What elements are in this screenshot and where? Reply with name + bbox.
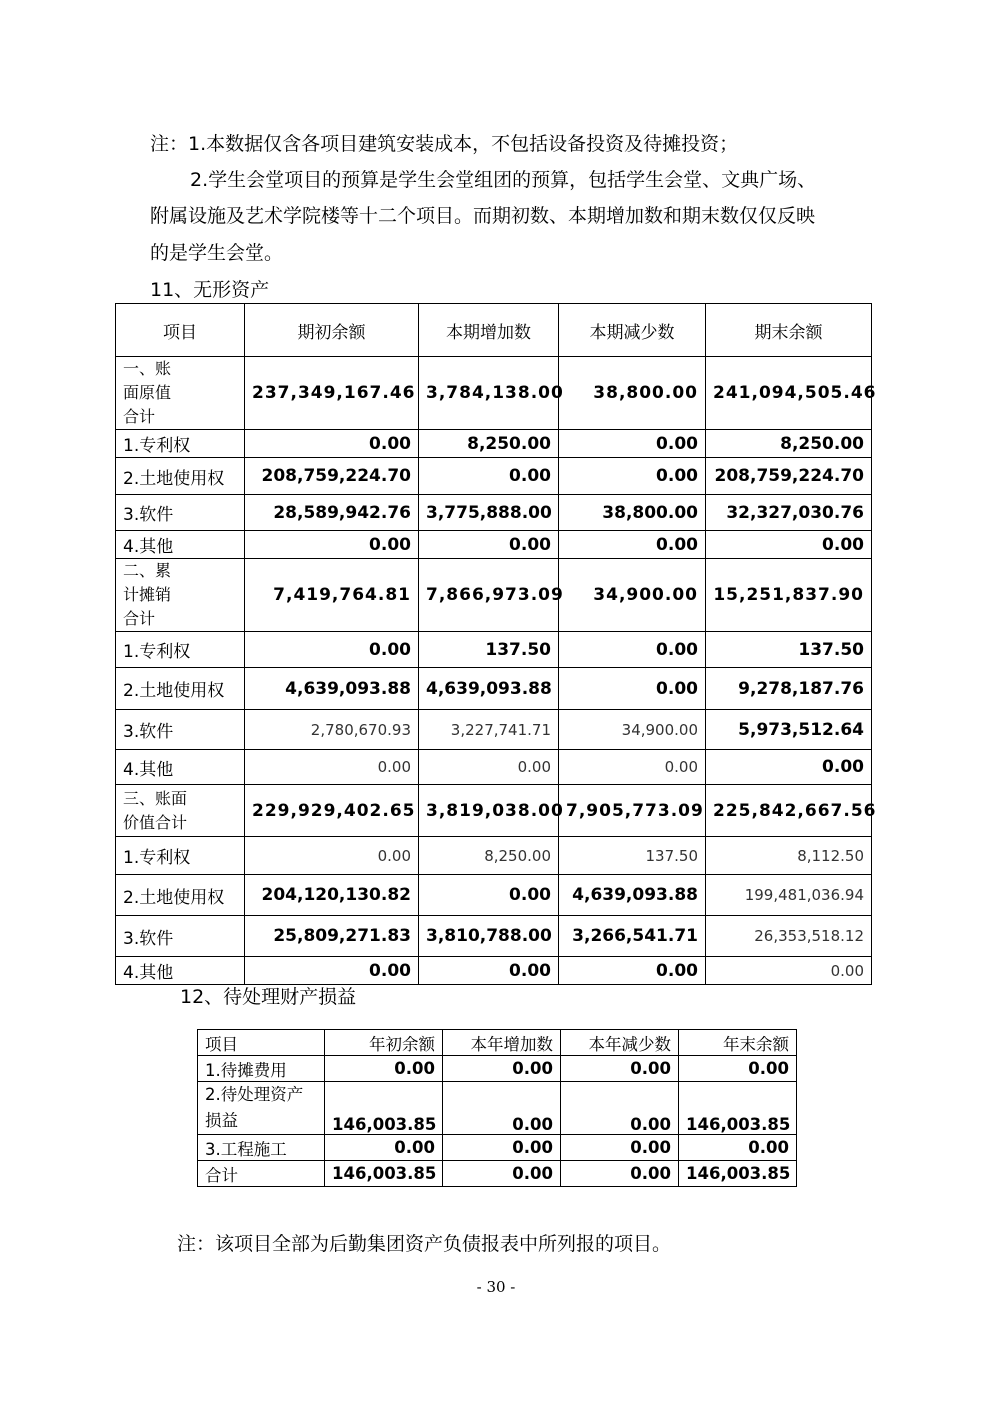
- value-cell: 15,251,837.90: [706, 559, 872, 632]
- row-label: 1.专利权: [116, 632, 245, 668]
- value-cell: 4,639,093.88: [419, 668, 559, 710]
- section-12-title: 12、待处理财产损益: [180, 986, 357, 1008]
- row-label: 4.其他: [116, 750, 245, 785]
- value-cell: 0.00: [419, 531, 559, 559]
- value-cell: 0.00: [561, 1135, 679, 1161]
- table-header-row: [198, 1030, 797, 1056]
- value-cell: 3,227,741.71: [419, 710, 559, 750]
- value-cell: 8,250.00: [706, 430, 872, 458]
- value-cell: 0.00: [245, 632, 419, 668]
- table-header-row: [116, 304, 872, 357]
- row-label: 1.待摊费用: [198, 1056, 325, 1082]
- value-cell: 146,003.85: [679, 1161, 797, 1187]
- table-row: [116, 785, 872, 837]
- value-cell: 0.00: [679, 1056, 797, 1082]
- value-cell: 0.00: [559, 458, 706, 495]
- column-header: 项目: [198, 1030, 325, 1056]
- value-cell: 8,250.00: [419, 430, 559, 458]
- value-cell: 237,349,167.46: [245, 357, 419, 430]
- value-cell: 0.00: [325, 1135, 443, 1161]
- table-row: [116, 357, 872, 430]
- table-row: [116, 837, 872, 875]
- value-cell: 25,809,271.83: [245, 916, 419, 957]
- value-cell: 0.00: [559, 668, 706, 710]
- value-cell: 5,973,512.64: [706, 710, 872, 750]
- row-label: 3.软件: [116, 710, 245, 750]
- column-header: 年末余额: [679, 1030, 797, 1056]
- value-cell: 0.00: [443, 1056, 561, 1082]
- value-cell: 7,419,764.81: [245, 559, 419, 632]
- value-cell: 2,780,670.93: [245, 710, 419, 750]
- table-row: [116, 668, 872, 710]
- column-header: 期初余额: [245, 304, 419, 357]
- table-row: [198, 1056, 797, 1082]
- value-cell: 137.50: [419, 632, 559, 668]
- value-cell: 0.00: [559, 430, 706, 458]
- section-11-title: 11、无形资产: [150, 279, 270, 301]
- table-row: [116, 710, 872, 750]
- value-cell: 0.00: [245, 957, 419, 985]
- value-cell: 0.00: [443, 1135, 561, 1161]
- value-cell: 34,900.00: [559, 710, 706, 750]
- row-label: 1.专利权: [116, 837, 245, 875]
- value-cell: 199,481,036.94: [706, 875, 872, 916]
- value-cell: 7,866,973.09: [419, 559, 559, 632]
- value-cell: 3,266,541.71: [559, 916, 706, 957]
- table-row: [116, 875, 872, 916]
- column-header: 项目: [116, 304, 245, 357]
- row-label: 2.土地使用权: [116, 458, 245, 495]
- table-row: [116, 750, 872, 785]
- column-header: 本期减少数: [559, 304, 706, 357]
- column-header: 本年减少数: [561, 1030, 679, 1056]
- value-cell: 0.00: [706, 750, 872, 785]
- value-cell: 28,589,942.76: [245, 495, 419, 531]
- row-label: 二、累计摊销合计: [116, 559, 245, 632]
- row-label: 三、账面价值合计: [116, 785, 245, 837]
- value-cell: 146,003.85: [325, 1161, 443, 1187]
- value-cell: 0.00: [419, 875, 559, 916]
- column-header: 本期增加数: [419, 304, 559, 357]
- value-cell: 8,112.50: [706, 837, 872, 875]
- value-cell: 225,842,667.56: [706, 785, 872, 837]
- value-cell: 7,905,773.09: [559, 785, 706, 837]
- value-cell: 3,819,038.00: [419, 785, 559, 837]
- value-cell: 137.50: [706, 632, 872, 668]
- row-label: 一、账面原值合计: [116, 357, 245, 430]
- note-line-4: 的是学生会堂。: [150, 242, 284, 264]
- table-row: [116, 632, 872, 668]
- value-cell: 146,003.85: [679, 1082, 797, 1135]
- value-cell: 0.00: [245, 837, 419, 875]
- value-cell: 0.00: [419, 957, 559, 985]
- value-cell: 0.00: [706, 957, 872, 985]
- value-cell: 0.00: [561, 1056, 679, 1082]
- value-cell: 137.50: [559, 837, 706, 875]
- value-cell: 229,929,402.65: [245, 785, 419, 837]
- table-row: [116, 916, 872, 957]
- row-label: 2.土地使用权: [116, 875, 245, 916]
- note-line-2: 2.学生会堂项目的预算是学生会堂组团的预算，包括学生会堂、文典广场、: [190, 169, 817, 191]
- value-cell: 9,278,187.76: [706, 668, 872, 710]
- value-cell: 208,759,224.70: [245, 458, 419, 495]
- value-cell: 4,639,093.88: [245, 668, 419, 710]
- note-line-3: 附属设施及艺术学院楼等十二个项目。而期初数、本期增加数和期末数仅仅反映: [150, 205, 816, 227]
- value-cell: 38,800.00: [559, 357, 706, 430]
- table-row: [198, 1082, 797, 1135]
- value-cell: 34,900.00: [559, 559, 706, 632]
- row-label: 3.软件: [116, 916, 245, 957]
- value-cell: 0.00: [419, 750, 559, 785]
- value-cell: 0.00: [706, 531, 872, 559]
- intangible-assets-table: [115, 303, 877, 985]
- row-label: 1.专利权: [116, 430, 245, 458]
- table-row: [116, 957, 872, 985]
- value-cell: 146,003.85: [325, 1082, 443, 1135]
- value-cell: 38,800.00: [559, 495, 706, 531]
- value-cell: 0.00: [245, 750, 419, 785]
- row-label: 3.软件: [116, 495, 245, 531]
- value-cell: 0.00: [559, 531, 706, 559]
- value-cell: 0.00: [559, 632, 706, 668]
- row-label: 4.其他: [116, 957, 245, 985]
- table-row: [116, 559, 872, 632]
- value-cell: 3,775,888.00: [419, 495, 559, 531]
- value-cell: 0.00: [559, 750, 706, 785]
- value-cell: 0.00: [325, 1056, 443, 1082]
- value-cell: 0.00: [561, 1161, 679, 1187]
- table-row: [198, 1161, 797, 1187]
- value-cell: 0.00: [443, 1082, 561, 1135]
- bottom-note: 注：该项目全部为后勤集团资产负债报表中所列报的项目。: [177, 1233, 672, 1255]
- row-label: 合计: [198, 1161, 325, 1187]
- value-cell: 241,094,505.46: [706, 357, 872, 430]
- value-cell: 0.00: [443, 1161, 561, 1187]
- value-cell: 0.00: [245, 531, 419, 559]
- value-cell: 0.00: [245, 430, 419, 458]
- note-line-1: 注：1.本数据仅含各项目建筑安装成本，不包括设备投资及待摊投资；: [150, 133, 739, 155]
- column-header: 年初余额: [325, 1030, 443, 1056]
- column-header: 本年增加数: [443, 1030, 561, 1056]
- table-row: [116, 458, 872, 495]
- table-row: [116, 531, 872, 559]
- table-row: [116, 430, 872, 458]
- value-cell: 26,353,518.12: [706, 916, 872, 957]
- value-cell: 0.00: [419, 458, 559, 495]
- value-cell: 3,810,788.00: [419, 916, 559, 957]
- value-cell: 0.00: [559, 957, 706, 985]
- value-cell: 3,784,138.00: [419, 357, 559, 430]
- value-cell: 208,759,224.70: [706, 458, 872, 495]
- table-row: [198, 1135, 797, 1161]
- value-cell: 4,639,093.88: [559, 875, 706, 916]
- pending-loss-table: [197, 1029, 797, 1187]
- column-header: 期末余额: [706, 304, 872, 357]
- table-row: [116, 495, 872, 531]
- row-label: 3.工程施工: [198, 1135, 325, 1161]
- row-label: 2.待处理资产损益: [198, 1082, 325, 1135]
- value-cell: 8,250.00: [419, 837, 559, 875]
- value-cell: 32,327,030.76: [706, 495, 872, 531]
- page-number: - 30 -: [476, 1278, 516, 1296]
- row-label: 2.土地使用权: [116, 668, 245, 710]
- value-cell: 0.00: [679, 1135, 797, 1161]
- row-label: 4.其他: [116, 531, 245, 559]
- value-cell: 0.00: [561, 1082, 679, 1135]
- value-cell: 204,120,130.82: [245, 875, 419, 916]
